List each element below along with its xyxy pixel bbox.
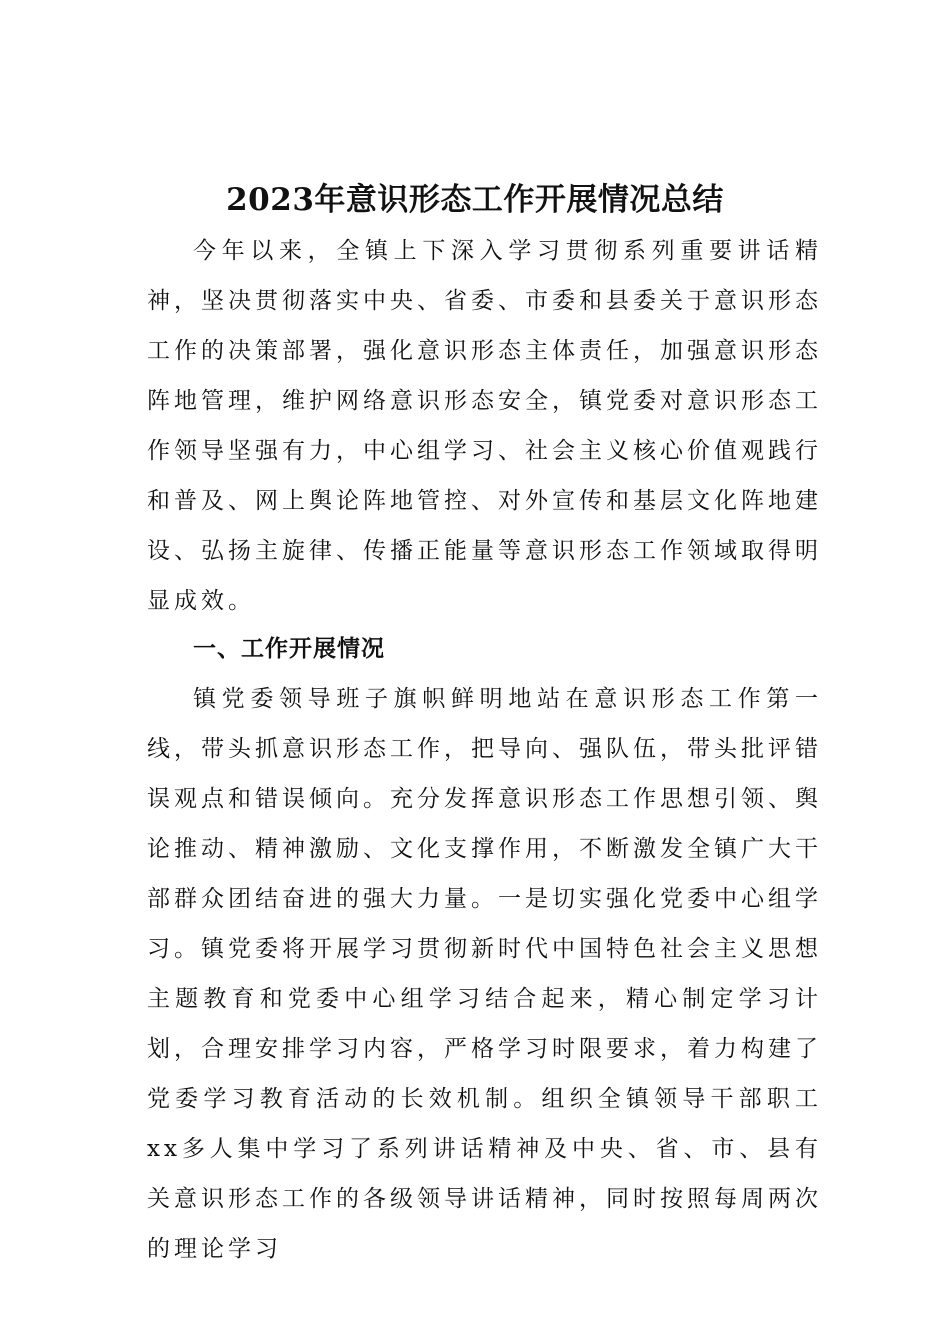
document-title: 2023年意识形态工作开展情况总结 — [226, 182, 724, 218]
section-heading: 一、工作开展情况 — [193, 636, 385, 662]
section-paragraph: 镇党委领导班子旗帜鲜明地站在意识形态工作第一线，带头抓意识形态工作，把导向、强队伍，带头批评错误观点和错误倾向。充分发挥意识形态工作思想引领、舆论推动、精神激励、文化支撑作用，不断激发全镇广大干部群众团结奋进的强大力量。一是切实强化党委中心组学习。镇党委将开展学习贯彻新时代中国特色社会主义思想主题教育和党委中心组学习结合起来，精心制定学习计划，合理安排学习内容，严格学习时限要求，着力构建了党委学习教育活动的长效机制。组织全镇领导干部职工xx多人集中学习了系列讲话精神及中央、省、市、县有关意识形态工作的各级领导讲话精神，同时按照每周两次的理论学习 — [147, 686, 822, 1262]
intro-paragraph: 今年以来，全镇上下深入学习贯彻系列重要讲话精神，坚决贯彻落实中央、省委、市委和县委关于意识形态工作的决策部署，强化意识形态主体责任，加强意识形态阵地管理，维护网络意识形态安全，镇党委对意识形态工作领导坚强有力，中心组学习、社会主义核心价值观践行和普及、网上舆论阵地管控、对外宣传和基层文化阵地建设、弘扬主旋律、传播正能量等意识形态工作领域取得明显成效。 — [147, 238, 822, 614]
